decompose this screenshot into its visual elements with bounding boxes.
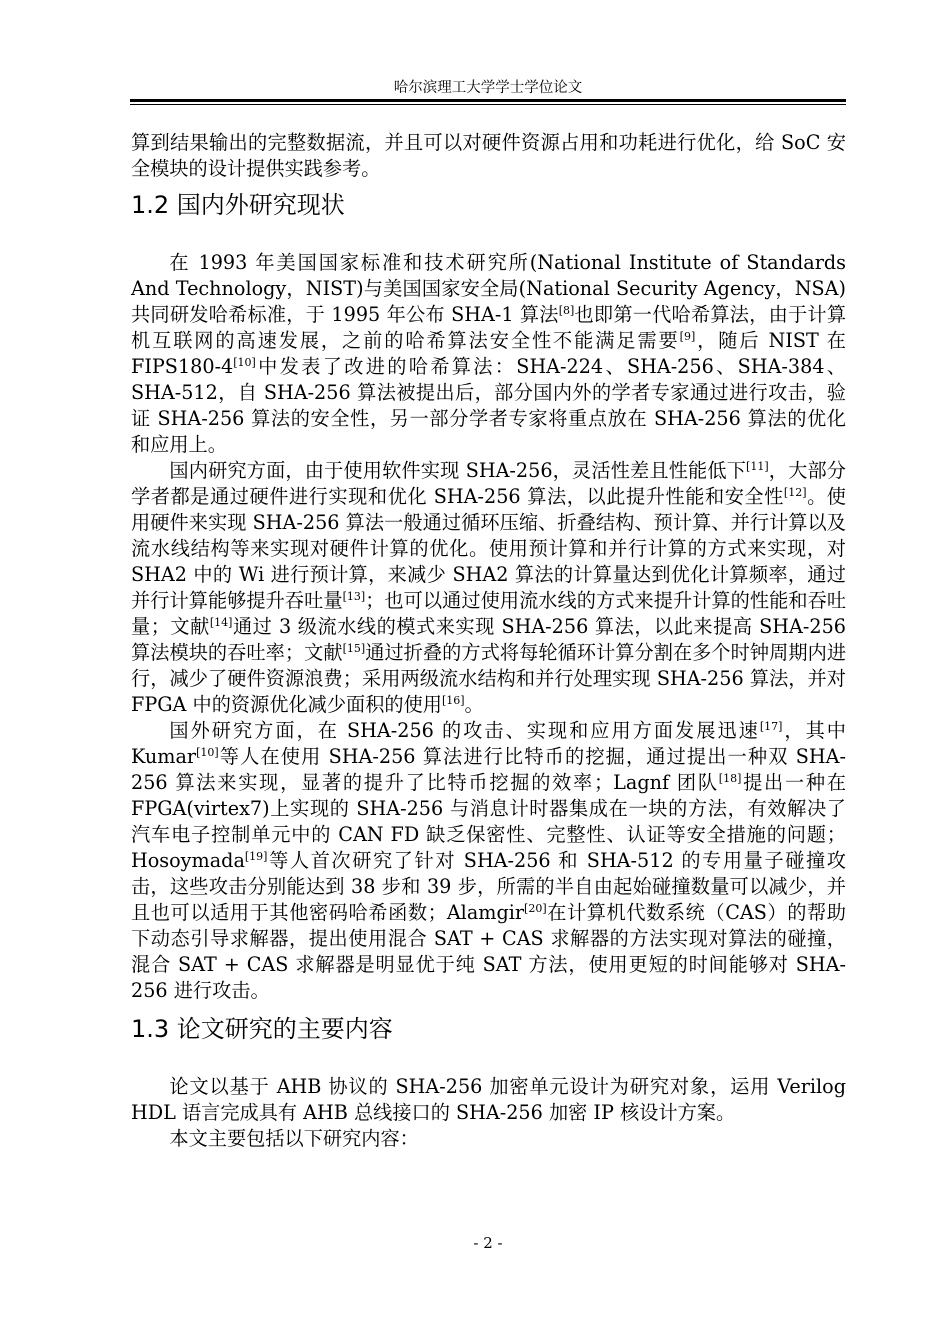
body-text — [131, 130, 846, 1152]
paragraph-continued: 算到结果输出的完整数据流，并且可以对硬件资源占用和功耗进行优化，给 SoC 安全模块的设计提供实践参考。 — [131, 131, 846, 180]
citation-ref: [11] — [746, 460, 769, 473]
citation-ref: [14] — [209, 616, 233, 629]
header-rule-thick — [130, 99, 846, 102]
paragraph-domestic-research: 国内研究方面，由于使用软件实现 SHA-256，灵活性差且性能低下[11]，大部分学者都是通过硬件进行实现和优化 SHA-256 算法，以此提升性能和安全性[12]。使用硬件来实现 SHA-256 算法一般通过循环压缩、折叠结构、预计算、并行计算以及流水线结构等来实现对硬件计算的优化。使用预计算和并行计算的方式来实现，对 SHA2 中的 Wi 进行预计算，来减少 SHA2 算法的计算量达到优化计算频率，通过并行计算能够提升吞吐量[13]；也可以通过使用流水线的方式来提升计算的性能和吞吐量；文献[14]通过 3 级流水线的模式来实现 SHA-256 算法，以此来提高 SHA-256 算法模块的吞吐率；文献[15]通过折叠的方式将每轮循环计算分割在多个时钟周期内进行，减少了硬件资源浪费；采用两级流水结构和并行处理实现 SHA-256 算法，并对 FPGA 中的资源优化减少面积的使用[16]。 — [131, 459, 847, 716]
citation-ref: [19] — [244, 850, 268, 863]
header-rule-thin — [130, 104, 846, 105]
citation-ref: [15] — [342, 642, 366, 655]
citation-ref: [17] — [759, 720, 783, 733]
page-number: - 2 - — [473, 1234, 503, 1252]
section-heading-1-3: 1.3 论文研究的主要内容 — [131, 1015, 393, 1043]
citation-ref: [13] — [342, 590, 366, 603]
running-header: 哈尔滨理工大学学士学位论文 — [393, 80, 583, 96]
paragraph-history: 在 1993 年美国国家标准和技术研究所(National Institute of Standards And Technology，NIST)与美国国家安全局(National Security Agency，NSA)共同研发哈希标准，于 1995 年公布 SHA-1 算法[8]也即第一代哈希算法，由于计算机互联网的高速发展，之前的哈希算法安全性不能满足需要[9]，随后 NIST 在 FIPS180-4[10]中发表了改进的哈希算法：SHA-224、SHA-256、SHA-384、SHA-512，自 SHA-256 算法被提出后，部分国内外的学者专家通过进行攻击，验证 SHA-256 算法的安全性，另一部分学者专家将重点放在 SHA-256 算法的优化和应用上。 — [131, 251, 847, 456]
citation-ref: [10] — [196, 746, 219, 759]
citation-ref: [16] — [441, 694, 465, 707]
paragraph-research-contents-intro: 本文主要包括以下研究内容： — [169, 1127, 419, 1150]
citation-ref: [12] — [783, 486, 807, 499]
citation-ref: [9] — [679, 330, 696, 343]
paragraph-research-object: 论文以基于 AHB 协议的 SHA-256 加密单元设计为研究对象，运用 Verilog HDL 语言完成具有 AHB 总线接口的 SHA-256 加密 IP 核设计方案。 — [131, 1075, 846, 1124]
citation-ref: [10] — [233, 356, 256, 369]
section-heading-1-2: 1.2 国内外研究现状 — [131, 191, 345, 219]
citation-ref: [20] — [524, 902, 547, 915]
citation-ref: [18] — [718, 772, 742, 785]
citation-ref: [8] — [558, 304, 575, 317]
paragraph-foreign-research: 国外研究方面，在 SHA-256 的攻击、实现和应用方面发展迅速[17]，其中 Kumar[10]等人在使用 SHA-256 算法进行比特币的挖掘，通过提出一种双 SHA-256 算法来实现，显著的提升了比特币挖掘的效率；Lagnf 团队[18]提出一种在 FPGA(virtex7)上实现的 SHA-256 与消息计时器集成在一块的方法，有效解决了汽车电子控制单元中的 CAN FD 缺乏保密性、完整性、认证等安全措施的问题；Hosoymada[19]等人首次研究了针对 SHA-256 和 SHA-512 的专用量子碰撞攻击，这些攻击分别能达到 38 步和 39 步，所需的半自由起始碰撞数量可以减少，并且也可以适用于其他密码哈希函数；Alamgir[20]在计算机代数系统（CAS）的帮助下动态引导求解器，提出使用混合 SAT + CAS 求解器的方法实现对算法的碰撞，混合 SAT + CAS 求解器是明显优于纯 SAT 方法，使用更短的时间能够对 SHA-256 进行攻击。 — [131, 719, 847, 1002]
